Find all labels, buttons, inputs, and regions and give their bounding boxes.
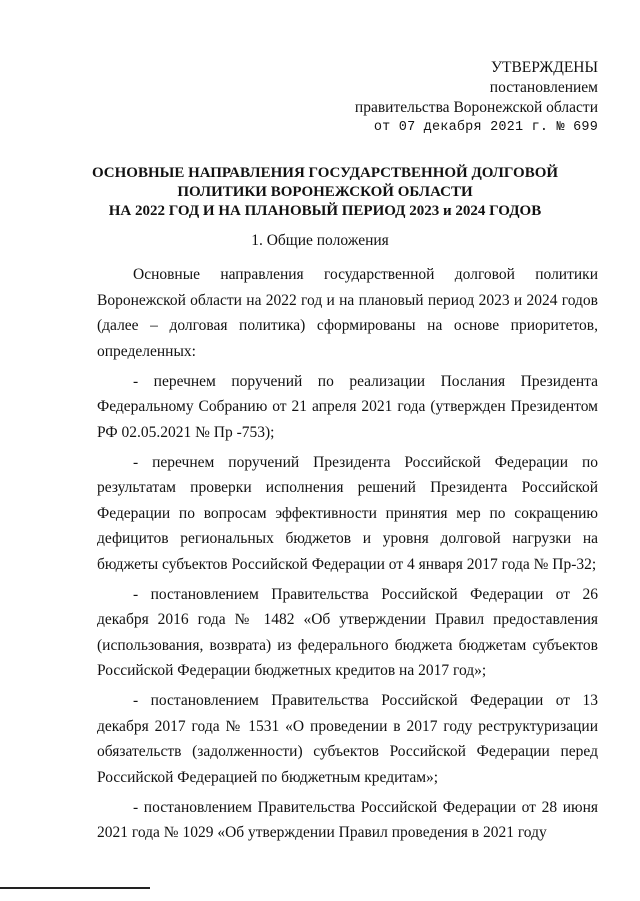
paragraph-item: - перечнем поручений Президента Российской Федерации по результатам проверки исполнения решений Президента Российской Федерации по вопросам эффективности принятия мер по сокращению дефицитов региональных бюджетов и уровня долговой нагрузки на бюджеты субъектов Российской Федерации от 4 января 2017 года № Пр-32; — [97, 453, 598, 573]
document-title — [90, 164, 560, 221]
scan-edge-line — [0, 887, 150, 889]
approval-authority: правительства Воронежской области — [354, 99, 598, 116]
title-line-2: ПОЛИТИКИ ВОРОНЕЖСКОЙ ОБЛАСТИ — [177, 184, 473, 200]
title-line-3: НА 2022 ГОД И НА ПЛАНОВЫЙ ПЕРИОД 2023 и 2024 ГОДОВ — [108, 203, 542, 219]
approval-date-number: от 07 декабря 2021 г. № 699 — [373, 120, 598, 135]
approval-by-decree: постановлением — [489, 79, 598, 96]
approval-heading: УТВЕРЖДЕНЫ — [491, 59, 598, 76]
document-body — [97, 262, 598, 850]
paragraph-item: - постановлением Правительства Российской Федерации от 26 декабря 2016 года № 1482 «Об утверждении Правил предоставления (использования, возврата) из федерального бюджета бюджетам субъектов Российской Федерации бюджетных кредитов на 2017 год»; — [97, 585, 598, 679]
paragraph-item: - постановлением Правительства Российской Федерации от 28 июня 2021 года № 1029 «Об утверждении Правил проведения в 2021 году — [97, 798, 598, 841]
title-line-1: ОСНОВНЫЕ НАПРАВЛЕНИЯ ГОСУДАРСТВЕННОЙ ДОЛГОВОЙ — [91, 165, 559, 181]
paragraph-item: - постановлением Правительства Российской Федерации от 13 декабря 2017 года № 1531 «О проведении в 2017 году реструктуризации обязательств (задолженности) субъектов Российской Федерации перед Российской Федерацией по бюджетным кредитам»; — [97, 692, 598, 786]
section-heading: 1. Общие положения — [251, 232, 389, 249]
paragraph-item: - перечнем поручений по реализации Послания Президента Федеральному Собранию от 21 апреля 2021 года (утвержден Президентом РФ 02.05.2021 № Пр -753); — [97, 372, 598, 441]
approval-block — [355, 58, 598, 138]
paragraph-intro: Основные направления государственной долговой политики Воронежской области на 2022 год и на плановый период 2023 и 2024 годов (далее – долговая политика) сформированы на основе приоритетов, определенных: — [97, 266, 598, 360]
